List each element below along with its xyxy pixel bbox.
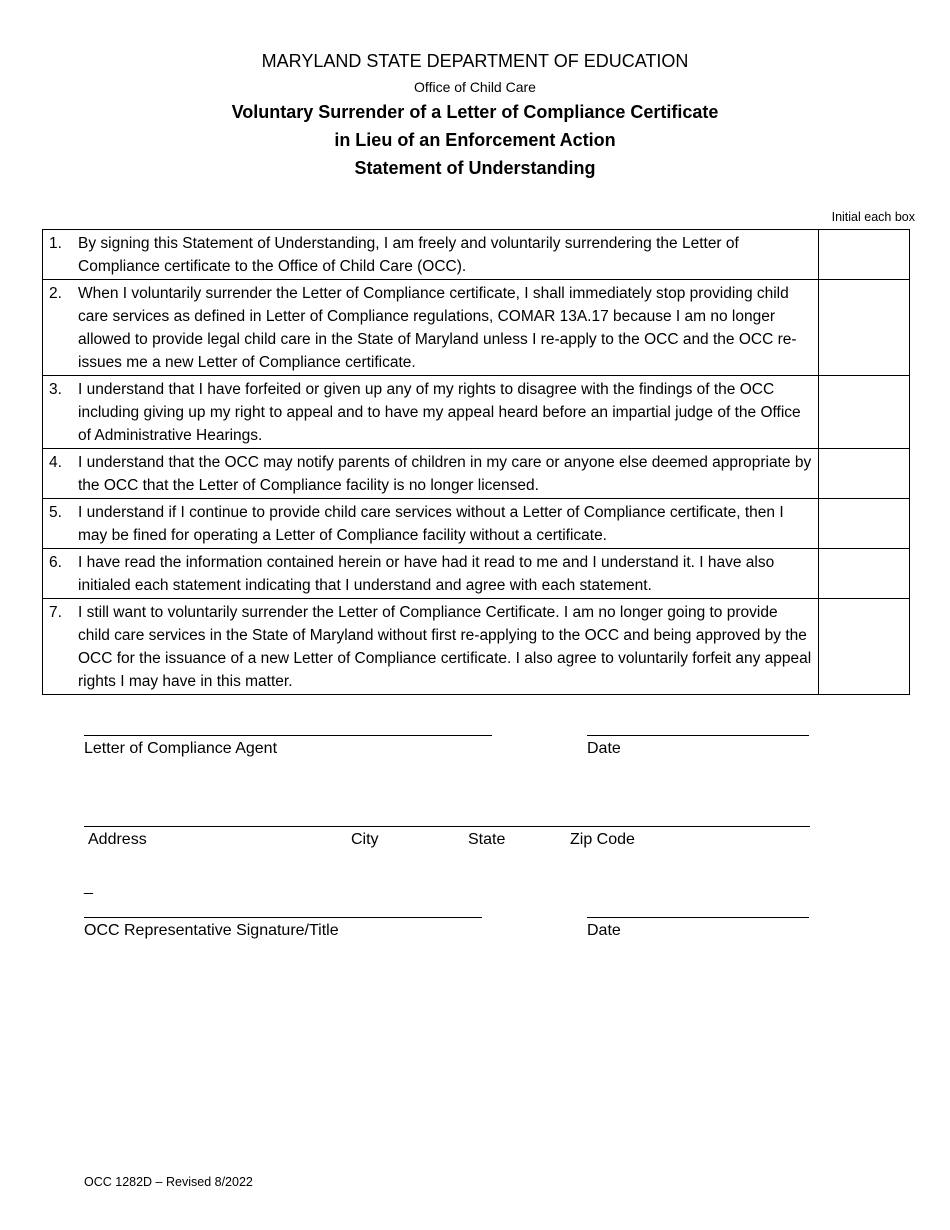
statement-number: 7. (49, 604, 62, 621)
address-label: Address (88, 831, 147, 848)
initial-each-box-note: Initial each box (831, 210, 915, 224)
statement-cell (43, 449, 819, 499)
initial-box[interactable] (819, 280, 910, 376)
statement-number: 6. (49, 554, 62, 571)
form-title-line-2: in Lieu of an Enforcement Action (334, 130, 616, 150)
statement-cell (43, 376, 819, 449)
statement-text: I still want to voluntarily surrender the Letter of Compliance Certificate. I am no longer going to provide child care services in the State of Maryland without first re-applying to the OCC and being approved by the OCC for the issuance of a new Letter of Compliance certificate. I also agree to voluntarily forfeit any appeal rights I may have in this matter. (78, 604, 812, 690)
city-label: City (351, 831, 379, 848)
occ-signature-line[interactable] (84, 917, 482, 918)
initial-box[interactable] (819, 449, 910, 499)
statement-number: 1. (49, 235, 62, 252)
address-line[interactable] (84, 826, 810, 827)
statement-cell (43, 599, 819, 695)
statement-text: I understand that I have forfeited or given up any of my rights to disagree with the findings of the OCC including giving up my right to appeal and to have my appeal heard before an impartial judge of the Office of Administrative Hearings. (78, 381, 801, 444)
statement-cell (43, 499, 819, 549)
statement-row (43, 449, 910, 499)
statement-row (43, 376, 910, 449)
statement-number: 4. (49, 454, 62, 471)
form-number-footer: OCC 1282D – Revised 8/2022 (84, 1175, 253, 1189)
office-name: Office of Child Care (414, 79, 536, 95)
form-title-line-3: Statement of Understanding (354, 158, 596, 178)
agent-signature-line[interactable] (84, 735, 492, 736)
statement-number: 5. (49, 504, 62, 521)
statement-row (43, 230, 910, 280)
statement-cell (43, 280, 819, 376)
statement-number: 2. (49, 285, 62, 302)
statement-text: I have read the information contained herein or have had it read to me and I understand it. I have also initialed each statement indicating that I understand and agree with each statement. (78, 554, 775, 594)
occ-date-line[interactable] (587, 917, 809, 918)
occ-date-label: Date (587, 922, 621, 939)
statement-cell (43, 549, 819, 599)
initial-box[interactable] (819, 376, 910, 449)
statement-text: When I voluntarily surrender the Letter of Compliance certificate, I shall immediately stop providing child care services as defined in Letter of Compliance regulations, COMAR 13A.17 because I am no longer allowed to provide legal child care in the State of Maryland unless I re-apply to the OCC and the OCC re-issues me a new Letter of Compliance certificate. (78, 285, 797, 371)
agent-date-line[interactable] (587, 735, 809, 736)
agent-date-label: Date (587, 740, 621, 757)
stray-underscore: _ (84, 878, 93, 895)
zip-code-label: Zip Code (570, 831, 635, 848)
statement-row (43, 599, 910, 695)
form-title-line-1: Voluntary Surrender of a Letter of Compliance Certificate (231, 102, 719, 122)
statement-row (43, 280, 910, 376)
statement-text: I understand that the OCC may notify parents of children in my care or anyone else deemed appropriate by the OCC that the Letter of Compliance facility is no longer licensed. (78, 454, 812, 494)
initial-box[interactable] (819, 499, 910, 549)
statement-row (43, 499, 910, 549)
initial-box[interactable] (819, 549, 910, 599)
statement-text: By signing this Statement of Understanding, I am freely and voluntarily surrendering the Letter of Compliance certificate to the Office of Child Care (OCC). (78, 235, 739, 275)
occ-representative-label: OCC Representative Signature/Title (84, 922, 339, 939)
agent-label: Letter of Compliance Agent (84, 740, 278, 757)
statement-cell (43, 230, 819, 280)
statements-table (42, 229, 910, 695)
initial-box[interactable] (819, 230, 910, 280)
initial-box[interactable] (819, 599, 910, 695)
statement-text: I understand if I continue to provide child care services without a Letter of Compliance certificate, then I may be fined for operating a Letter of Compliance facility without a certificate. (78, 504, 784, 544)
state-label: State (468, 831, 506, 848)
statement-number: 3. (49, 381, 62, 398)
statement-row (43, 549, 910, 599)
agency-name: MARYLAND STATE DEPARTMENT OF EDUCATION (261, 51, 689, 71)
